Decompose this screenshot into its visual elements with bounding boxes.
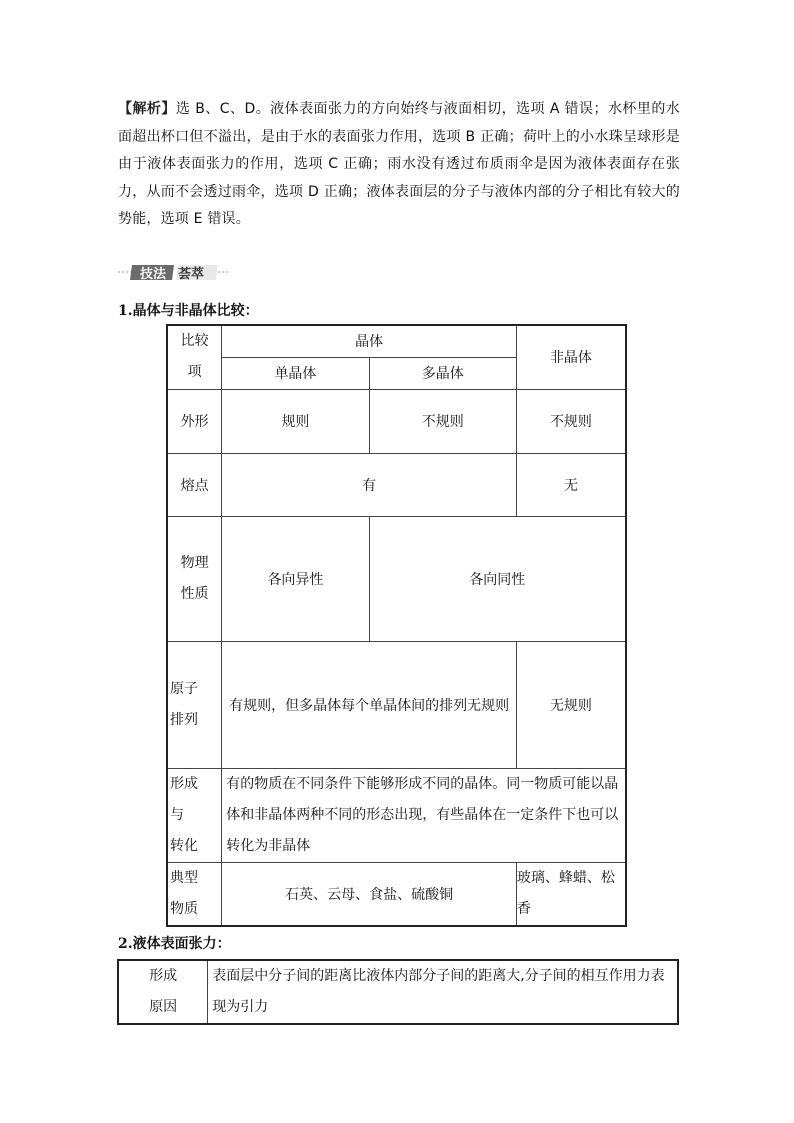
cell-atoms-crystal: 有规则，但多晶体每个单晶体间的排列无规则 [222, 641, 517, 768]
row-label-transform-l3: 转化 [170, 837, 198, 854]
cell-cause-content: 表面层中分子间的距离比液体内部分子间的距离大,分子间的相互作用力表现为引力 [208, 960, 678, 1024]
header-crystal: 晶体 [222, 325, 517, 357]
row-label-physical-top: 物理 [180, 554, 209, 571]
cell-physical-single: 各向异性 [222, 516, 369, 641]
row-label-typical [167, 862, 222, 926]
header-single-crystal: 单晶体 [222, 357, 369, 389]
header-amorphous: 非晶体 [516, 325, 626, 389]
table-row [167, 389, 626, 453]
row-label-typical-bottom: 物质 [170, 900, 198, 917]
crystal-comparison-table [166, 324, 627, 927]
row-label-atoms [167, 641, 222, 768]
table-row [167, 325, 626, 357]
row-label-physical-bottom: 性质 [180, 585, 209, 602]
row-label-physical [167, 516, 222, 641]
row-label-shape: 外形 [167, 389, 222, 453]
row-label-cause-top: 形成 [149, 968, 178, 984]
cell-physical-other: 各向同性 [369, 516, 626, 641]
explanation-paragraph [118, 96, 680, 234]
cell-atoms-amorphous: 无规则 [516, 641, 626, 768]
tips-banner-icon [118, 261, 228, 283]
row-label-atoms-bottom: 排列 [170, 711, 198, 728]
row-label-cause-bottom: 原因 [149, 999, 178, 1015]
row-label-melting: 熔点 [167, 453, 222, 516]
tips-banner [118, 261, 228, 283]
row-label-transform-l2: 与 [170, 806, 184, 823]
table-row [167, 516, 626, 641]
row-label-transform-l1: 形成 [170, 775, 198, 792]
table-row [167, 768, 626, 862]
header-item-bottom: 项 [187, 364, 202, 381]
header-item-top: 比较 [180, 333, 209, 350]
section2-heading: 2.液体表面张力： [118, 936, 231, 952]
tips-banner-part2: 荟萃 [178, 267, 205, 282]
cell-melting-amorphous: 无 [516, 453, 626, 516]
section1-heading: 1.晶体与非晶体比较： [118, 303, 259, 319]
cell-typical-crystal: 石英、云母、食盐、硫酸铜 [222, 862, 517, 926]
table-row [118, 960, 678, 1024]
row-label-cause [118, 960, 208, 1024]
table-row [167, 641, 626, 768]
table-row [167, 453, 626, 516]
row-label-typical-top: 典型 [170, 869, 198, 886]
cell-melting-crystal: 有 [222, 453, 517, 516]
cell-shape-single: 规则 [222, 389, 369, 453]
table-row [167, 862, 626, 926]
header-polycrystal: 多晶体 [369, 357, 516, 389]
cell-typical-amorphous: 玻璃、蜂蜡、松香 [516, 862, 626, 926]
tips-banner-part1: 技法 [140, 267, 167, 282]
row-label-transform [167, 768, 222, 862]
row-label-atoms-top: 原子 [170, 680, 198, 697]
cell-shape-amorphous: 不规则 [516, 389, 626, 453]
cell-shape-poly: 不规则 [369, 389, 516, 453]
cell-transform-content: 有的物质在不同条件下能够形成不同的晶体。同一物质可能以晶体和非晶体两种不同的形态出现，有些晶体在一定条件下也可以转化为非晶体 [222, 768, 626, 862]
explanation-body: 选 B、C、D。液体表面张力的方向始终与液面相切，选项 A 错误；水杯里的水面超出杯口但不溢出，是由于水的表面张力作用，选项 B 正确；荷叶上的小水珠呈球形是由于液体表面张力的作用，选项 C 正确；雨水没有透过布质雨伞是因为液体表面存在张力，从而不会透过雨伞，选项 D 正确；液体表面层的分子与液体内部的分子相比有较大的势能，选项 E 错误。 [118, 101, 680, 227]
header-item [167, 325, 222, 389]
surface-tension-table [117, 959, 679, 1025]
explanation-tag: 【解析】 [118, 101, 176, 117]
